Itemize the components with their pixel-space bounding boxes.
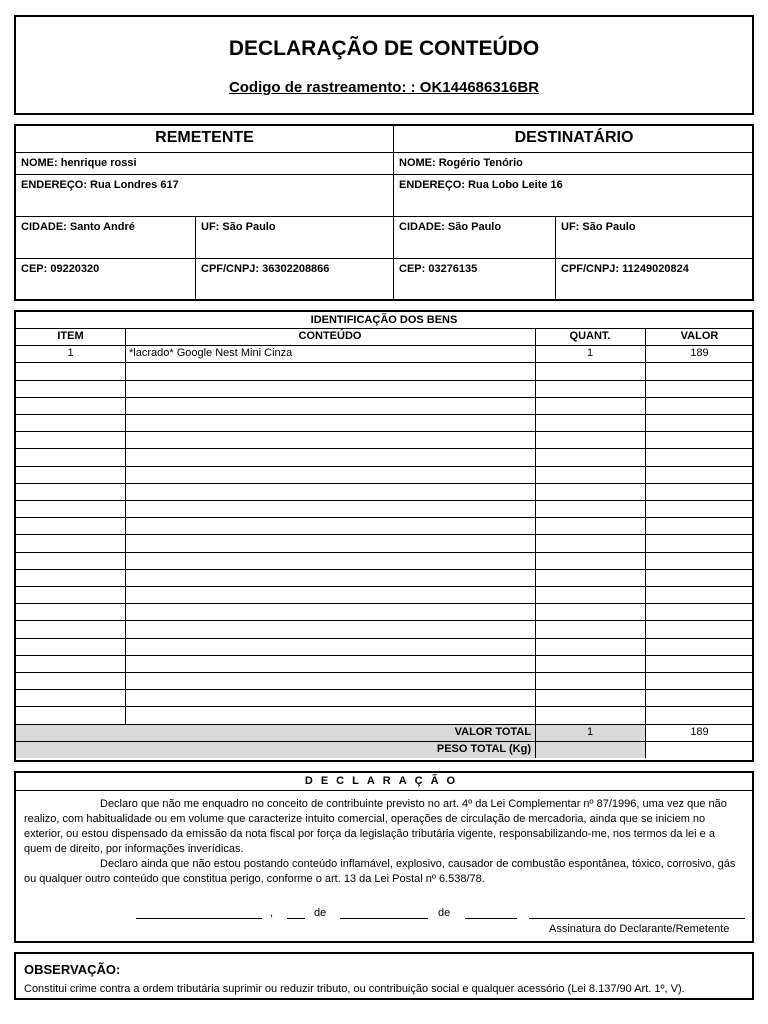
declaration-text <box>24 797 742 887</box>
goods-section <box>14 310 754 762</box>
recipient-uf: UF: São Paulo <box>561 221 636 233</box>
signature-line <box>529 918 745 919</box>
row-value: 189 <box>690 347 709 360</box>
recipient-cpf: CPF/CNPJ: 11249020824 <box>561 263 689 275</box>
document-title: DECLARAÇÃO DE CONTEÚDO <box>228 37 540 60</box>
recipient-cep: CEP: 03276135 <box>399 263 478 275</box>
grid-line <box>645 328 646 758</box>
declaration-title: DECLARAÇÃO <box>304 775 464 787</box>
grid-line <box>16 552 752 553</box>
grid-line <box>16 414 752 415</box>
row-qty: 1 <box>586 347 594 360</box>
sender-heading: REMETENTE <box>155 129 254 146</box>
sender-city: CIDADE: Santo André <box>21 221 135 233</box>
signature-label: Assinatura do Declarante/Remetente <box>549 923 730 935</box>
column-header-value: VALOR <box>680 330 719 342</box>
grid-line <box>16 431 752 432</box>
date-comma: , <box>270 907 274 919</box>
observation-section <box>14 952 754 1000</box>
grid-line <box>125 328 126 724</box>
row-item: 1 <box>67 347 74 360</box>
parties-section <box>14 124 754 301</box>
date-de-2: de <box>438 907 451 919</box>
grid-line <box>16 397 752 398</box>
divider <box>16 790 752 791</box>
column-header-qty: QUANT. <box>569 330 611 342</box>
sender-uf: UF: São Paulo <box>201 221 276 233</box>
recipient-heading: DESTINATÁRIO <box>514 129 634 146</box>
recipient-address: ENDEREÇO: Rua Lobo Leite 16 <box>399 179 563 191</box>
grid-line <box>16 380 752 381</box>
grid-line <box>16 655 752 656</box>
grid-line <box>16 586 752 587</box>
year-line <box>465 918 517 919</box>
grid-line <box>16 448 752 449</box>
sender-name: NOME: henrique rossi <box>21 157 137 169</box>
column-header-content: CONTEÚDO <box>298 330 362 342</box>
grid-line <box>16 500 752 501</box>
declaration-paragraph-1: Declaro que não me enquadro no conceito de contribuinte previsto no art. 4º da Lei Complementar nº 87/1996, uma vez que não realizo, com habitualidade ou em volume que caracterize intuito comercial, operações de circulação de mercadoria, ainda que se iniciem no exterior, ou estou dispensado da emissão da nota fiscal por força da legislação tributária vigente, responsabilizando-me, nos termos da lei e a quem de direito, por informações inverídicas. <box>24 798 727 855</box>
grid-line <box>16 620 752 621</box>
row-content: *lacrado* Google Nest Mini Cinza <box>129 347 293 360</box>
weight-label: PESO TOTAL (Kg) <box>436 742 531 755</box>
grid-line <box>16 672 752 673</box>
grid-line <box>16 362 752 363</box>
total-label: VALOR TOTAL <box>454 725 531 738</box>
month-line <box>340 918 428 919</box>
grid-line <box>16 569 752 570</box>
document-header <box>14 15 754 115</box>
sender-cep: CEP: 09220320 <box>21 263 100 275</box>
day-line <box>287 918 305 919</box>
declaration-paragraph-2: Declaro ainda que não estou postando conteúdo inflamável, explosivo, causador de combustão espontânea, tóxico, corrosivo, gás ou qualquer outro conteúdo que constitua perigo, conforme o art. 13 da Lei Postal nº 6.538/78. <box>24 858 736 885</box>
total-qty: 1 <box>586 725 594 738</box>
grid-line <box>535 328 536 758</box>
grid-line <box>16 706 752 707</box>
goods-title: IDENTIFICAÇÃO DOS BENS <box>310 314 458 326</box>
tracking-code-text: Codigo de rastreamento: : OK144686316BR <box>228 79 540 96</box>
total-value: 189 <box>690 725 709 738</box>
grid-line <box>16 689 752 690</box>
observation-title: OBSERVAÇÃO: <box>24 962 121 977</box>
grid-line <box>16 638 752 639</box>
recipient-city: CIDADE: São Paulo <box>399 221 502 233</box>
sender-cpf: CPF/CNPJ: 36302208866 <box>201 263 330 275</box>
recipient-name: NOME: Rogério Tenório <box>399 157 523 169</box>
sender-address: ENDEREÇO: Rua Londres 617 <box>21 179 179 191</box>
date-de-1: de <box>314 907 327 919</box>
grid-line <box>16 517 752 518</box>
observation-text: Constitui crime contra a ordem tributária suprimir ou reduzir tributo, ou contribuição social e qualquer acessório (Lei 8.137/90 Art. 1º, V). <box>24 983 685 995</box>
grid-line <box>16 466 752 467</box>
grid-line <box>16 603 752 604</box>
grid-line <box>16 534 752 535</box>
grid-line <box>16 483 752 484</box>
tracking-code <box>16 79 752 96</box>
weight-value <box>539 741 750 758</box>
column-header-item: ITEM <box>57 330 84 342</box>
declaration-section <box>14 771 754 943</box>
place-line <box>136 918 262 919</box>
